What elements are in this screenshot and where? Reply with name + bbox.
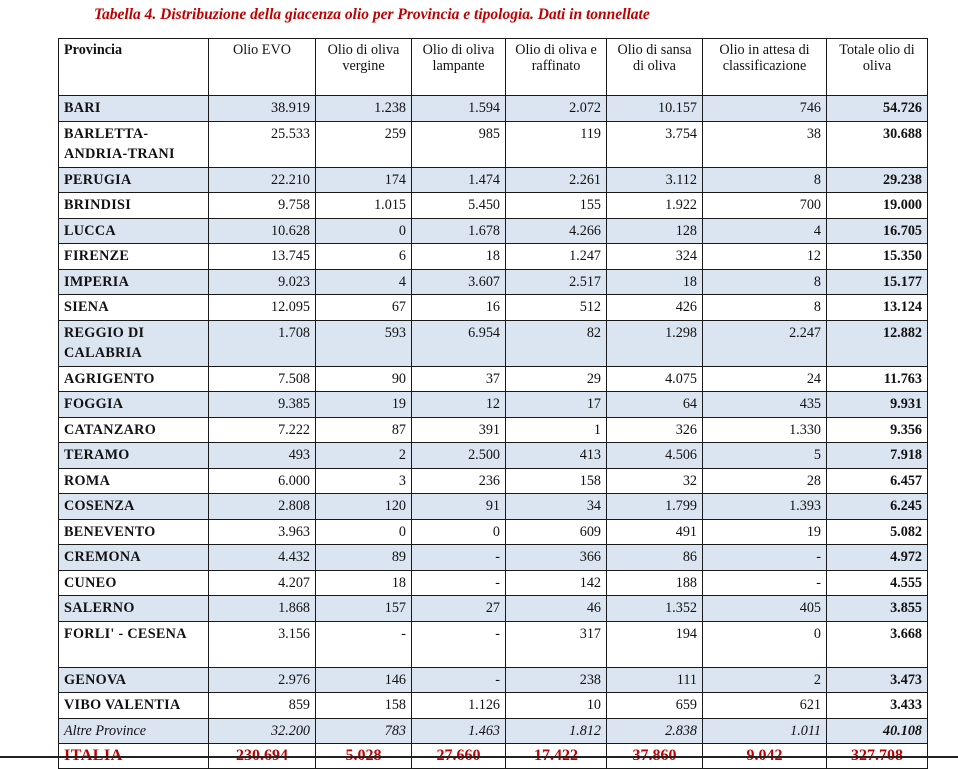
- cell-lampante: -: [412, 667, 506, 693]
- cell-raffinato: 82: [506, 320, 607, 366]
- cell-vergine: 0: [316, 519, 412, 545]
- page-bottom-rule: [0, 756, 958, 758]
- cell-attesa: 435: [703, 392, 827, 418]
- cell-attesa: 746: [703, 96, 827, 122]
- header-olio-attesa: Olio in attesa di classificazione: [703, 39, 827, 96]
- cell-evo: 9.023: [209, 269, 316, 295]
- table-row: [59, 218, 928, 244]
- cell-lampante: 985: [412, 121, 506, 167]
- cell-lampante: 0: [412, 519, 506, 545]
- cell-sansa: 128: [607, 218, 703, 244]
- cell-evo: 4.432: [209, 545, 316, 571]
- cell-totale: 3.855: [827, 596, 928, 622]
- cell-totale: 16.705: [827, 218, 928, 244]
- cell-sansa: 194: [607, 621, 703, 667]
- cell-raffinato: 2.261: [506, 167, 607, 193]
- cell-sansa: 3.754: [607, 121, 703, 167]
- cell-raffinato: 1: [506, 417, 607, 443]
- cell-raffinato: 1.812: [506, 718, 607, 744]
- cell-totale: 11.763: [827, 366, 928, 392]
- cell-totale: 6.457: [827, 468, 928, 494]
- cell-attesa: 0: [703, 621, 827, 667]
- cell-provincia: VIBO VALENTIA: [59, 693, 209, 719]
- cell-sansa: 10.157: [607, 96, 703, 122]
- table-container: [58, 38, 927, 769]
- table-row: [59, 494, 928, 520]
- cell-raffinato: 142: [506, 570, 607, 596]
- cell-totale: 40.108: [827, 718, 928, 744]
- cell-vergine: 1.238: [316, 96, 412, 122]
- cell-attesa: 19: [703, 519, 827, 545]
- cell-totale: 12.882: [827, 320, 928, 366]
- cell-raffinato: 34: [506, 494, 607, 520]
- cell-sansa: 1.922: [607, 193, 703, 219]
- cell-attesa: 2.247: [703, 320, 827, 366]
- cell-provincia: Altre Province: [59, 718, 209, 744]
- cell-sansa: 2.838: [607, 718, 703, 744]
- cell-attesa: 12: [703, 244, 827, 270]
- table-row: [59, 667, 928, 693]
- header-provincia: Provincia: [59, 39, 209, 96]
- header-olio-lampante: Olio di oliva lampante: [412, 39, 506, 96]
- cell-vergine: 18: [316, 570, 412, 596]
- cell-evo: 859: [209, 693, 316, 719]
- cell-lampante: 37: [412, 366, 506, 392]
- cell-provincia: FIRENZE: [59, 244, 209, 270]
- cell-lampante: 91: [412, 494, 506, 520]
- cell-provincia: FOGGIA: [59, 392, 209, 418]
- cell-raffinato: 119: [506, 121, 607, 167]
- cell-raffinato: 158: [506, 468, 607, 494]
- table-row: [59, 519, 928, 545]
- cell-evo: 10.628: [209, 218, 316, 244]
- header-olio-vergine: Olio di oliva vergine: [316, 39, 412, 96]
- cell-lampante: 2.500: [412, 443, 506, 469]
- cell-vergine: 67: [316, 295, 412, 321]
- table-row: [59, 193, 928, 219]
- cell-provincia: GENOVA: [59, 667, 209, 693]
- cell-vergine: 146: [316, 667, 412, 693]
- cell-sansa: 1.799: [607, 494, 703, 520]
- cell-raffinato: 317: [506, 621, 607, 667]
- cell-evo: 25.533: [209, 121, 316, 167]
- cell-provincia: ROMA: [59, 468, 209, 494]
- cell-attesa: 621: [703, 693, 827, 719]
- cell-lampante: 236: [412, 468, 506, 494]
- table-row: [59, 621, 928, 667]
- table-row: [59, 468, 928, 494]
- cell-raffinato: 512: [506, 295, 607, 321]
- cell-lampante: 6.954: [412, 320, 506, 366]
- table-row: [59, 417, 928, 443]
- cell-lampante: -: [412, 621, 506, 667]
- cell-sansa: 4.075: [607, 366, 703, 392]
- table-row: [59, 545, 928, 571]
- cell-sansa: 1.298: [607, 320, 703, 366]
- cell-raffinato: 46: [506, 596, 607, 622]
- cell-sansa: 86: [607, 545, 703, 571]
- cell-totale: 29.238: [827, 167, 928, 193]
- cell-provincia: CREMONA: [59, 545, 209, 571]
- cell-sansa: 32: [607, 468, 703, 494]
- cell-lampante: 1.126: [412, 693, 506, 719]
- cell-evo: 7.508: [209, 366, 316, 392]
- cell-provincia: AGRIGENTO: [59, 366, 209, 392]
- cell-lampante: 12: [412, 392, 506, 418]
- cell-provincia: CUNEO: [59, 570, 209, 596]
- cell-raffinato: 2.072: [506, 96, 607, 122]
- table-row: [59, 167, 928, 193]
- cell-totale: 30.688: [827, 121, 928, 167]
- cell-lampante: 1.463: [412, 718, 506, 744]
- cell-attesa: 1.393: [703, 494, 827, 520]
- cell-evo: 7.222: [209, 417, 316, 443]
- cell-provincia: REGGIO DI CALABRIA: [59, 320, 209, 366]
- cell-provincia: BENEVENTO: [59, 519, 209, 545]
- cell-evo: 12.095: [209, 295, 316, 321]
- cell-attesa: 24: [703, 366, 827, 392]
- cell-attesa: 8: [703, 269, 827, 295]
- cell-totale: 13.124: [827, 295, 928, 321]
- cell-evo: 493: [209, 443, 316, 469]
- cell-sansa: 3.112: [607, 167, 703, 193]
- cell-totale: 9.931: [827, 392, 928, 418]
- cell-totale: 15.350: [827, 244, 928, 270]
- cell-vergine: 158: [316, 693, 412, 719]
- cell-sansa: 659: [607, 693, 703, 719]
- cell-sansa: 188: [607, 570, 703, 596]
- cell-attesa: 405: [703, 596, 827, 622]
- cell-lampante: 391: [412, 417, 506, 443]
- cell-totale: 4.555: [827, 570, 928, 596]
- table-row: [59, 269, 928, 295]
- table-row: [59, 570, 928, 596]
- cell-evo: 4.207: [209, 570, 316, 596]
- cell-provincia: BARLETTA-ANDRIA-TRANI: [59, 121, 209, 167]
- cell-totale: 9.356: [827, 417, 928, 443]
- table-body: [59, 96, 928, 769]
- table-row: [59, 443, 928, 469]
- cell-sansa: 111: [607, 667, 703, 693]
- table-row: [59, 96, 928, 122]
- cell-attesa: 1.011: [703, 718, 827, 744]
- cell-sansa: 1.352: [607, 596, 703, 622]
- header-totale: Totale olio di oliva: [827, 39, 928, 96]
- cell-vergine: 90: [316, 366, 412, 392]
- cell-provincia: COSENZA: [59, 494, 209, 520]
- cell-provincia: IMPERIA: [59, 269, 209, 295]
- cell-lampante: -: [412, 570, 506, 596]
- cell-sansa: 64: [607, 392, 703, 418]
- cell-vergine: 87: [316, 417, 412, 443]
- cell-sansa: 326: [607, 417, 703, 443]
- cell-raffinato: 17: [506, 392, 607, 418]
- cell-vergine: -: [316, 621, 412, 667]
- cell-totale: 5.082: [827, 519, 928, 545]
- cell-evo: 9.385: [209, 392, 316, 418]
- cell-provincia: CATANZARO: [59, 417, 209, 443]
- cell-evo: 3.156: [209, 621, 316, 667]
- cell-raffinato: 2.517: [506, 269, 607, 295]
- cell-provincia: FORLI' - CESENA: [59, 621, 209, 667]
- cell-provincia: BRINDISI: [59, 193, 209, 219]
- cell-totale: 54.726: [827, 96, 928, 122]
- cell-evo: 2.976: [209, 667, 316, 693]
- oil-stock-table: [58, 38, 928, 769]
- cell-provincia: PERUGIA: [59, 167, 209, 193]
- cell-sansa: 324: [607, 244, 703, 270]
- cell-attesa: 8: [703, 295, 827, 321]
- cell-totale: 3.668: [827, 621, 928, 667]
- cell-evo: 38.919: [209, 96, 316, 122]
- header-row: [59, 39, 928, 96]
- cell-attesa: 5: [703, 443, 827, 469]
- cell-attesa: 8: [703, 167, 827, 193]
- cell-vergine: 783: [316, 718, 412, 744]
- cell-provincia: TERAMO: [59, 443, 209, 469]
- table-row: [59, 121, 928, 167]
- cell-vergine: 259: [316, 121, 412, 167]
- cell-provincia: LUCCA: [59, 218, 209, 244]
- cell-lampante: -: [412, 545, 506, 571]
- cell-vergine: 593: [316, 320, 412, 366]
- cell-attesa: 4: [703, 218, 827, 244]
- header-olio-sansa: Olio di sansa di oliva: [607, 39, 703, 96]
- cell-attesa: 1.330: [703, 417, 827, 443]
- cell-totale: 4.972: [827, 545, 928, 571]
- cell-raffinato: 155: [506, 193, 607, 219]
- cell-evo: 6.000: [209, 468, 316, 494]
- cell-totale: 3.433: [827, 693, 928, 719]
- table-row: [59, 366, 928, 392]
- cell-totale: 7.918: [827, 443, 928, 469]
- cell-attesa: 700: [703, 193, 827, 219]
- cell-sansa: 426: [607, 295, 703, 321]
- cell-sansa: 491: [607, 519, 703, 545]
- cell-vergine: 0: [316, 218, 412, 244]
- cell-sansa: 18: [607, 269, 703, 295]
- cell-raffinato: 413: [506, 443, 607, 469]
- table-row: [59, 320, 928, 366]
- cell-lampante: 1.678: [412, 218, 506, 244]
- cell-evo: 2.808: [209, 494, 316, 520]
- cell-attesa: -: [703, 570, 827, 596]
- cell-raffinato: 10: [506, 693, 607, 719]
- cell-vergine: 120: [316, 494, 412, 520]
- table-row: [59, 596, 928, 622]
- cell-lampante: 3.607: [412, 269, 506, 295]
- cell-raffinato: 609: [506, 519, 607, 545]
- cell-vergine: 1.015: [316, 193, 412, 219]
- cell-provincia: SIENA: [59, 295, 209, 321]
- cell-vergine: 89: [316, 545, 412, 571]
- cell-attesa: -: [703, 545, 827, 571]
- cell-vergine: 3: [316, 468, 412, 494]
- cell-raffinato: 366: [506, 545, 607, 571]
- cell-lampante: 5.450: [412, 193, 506, 219]
- cell-raffinato: 4.266: [506, 218, 607, 244]
- cell-totale: 3.473: [827, 667, 928, 693]
- cell-provincia: BARI: [59, 96, 209, 122]
- cell-lampante: 18: [412, 244, 506, 270]
- cell-evo: 9.758: [209, 193, 316, 219]
- table-row: [59, 718, 928, 744]
- cell-provincia: SALERNO: [59, 596, 209, 622]
- table-row: [59, 244, 928, 270]
- cell-lampante: 27: [412, 596, 506, 622]
- header-olio-raffinato: Olio di oliva e raffinato: [506, 39, 607, 96]
- cell-attesa: 38: [703, 121, 827, 167]
- cell-attesa: 28: [703, 468, 827, 494]
- table-row: [59, 392, 928, 418]
- cell-evo: 1.708: [209, 320, 316, 366]
- cell-lampante: 1.594: [412, 96, 506, 122]
- cell-evo: 1.868: [209, 596, 316, 622]
- cell-raffinato: 29: [506, 366, 607, 392]
- cell-vergine: 174: [316, 167, 412, 193]
- cell-vergine: 6: [316, 244, 412, 270]
- cell-totale: 19.000: [827, 193, 928, 219]
- cell-lampante: 1.474: [412, 167, 506, 193]
- cell-lampante: 16: [412, 295, 506, 321]
- cell-vergine: 157: [316, 596, 412, 622]
- cell-sansa: 4.506: [607, 443, 703, 469]
- table-row: [59, 693, 928, 719]
- cell-vergine: 4: [316, 269, 412, 295]
- cell-evo: 13.745: [209, 244, 316, 270]
- cell-raffinato: 1.247: [506, 244, 607, 270]
- cell-vergine: 19: [316, 392, 412, 418]
- cell-evo: 32.200: [209, 718, 316, 744]
- header-olio-evo: Olio EVO: [209, 39, 316, 96]
- cell-attesa: 2: [703, 667, 827, 693]
- cell-totale: 15.177: [827, 269, 928, 295]
- cell-totale: 6.245: [827, 494, 928, 520]
- table-caption: Tabella 4. Distribuzione della giacenza olio per Provincia e tipologia. Dati in tonnellate: [94, 6, 650, 23]
- table-row: [59, 295, 928, 321]
- cell-evo: 22.210: [209, 167, 316, 193]
- cell-vergine: 2: [316, 443, 412, 469]
- cell-raffinato: 238: [506, 667, 607, 693]
- cell-evo: 3.963: [209, 519, 316, 545]
